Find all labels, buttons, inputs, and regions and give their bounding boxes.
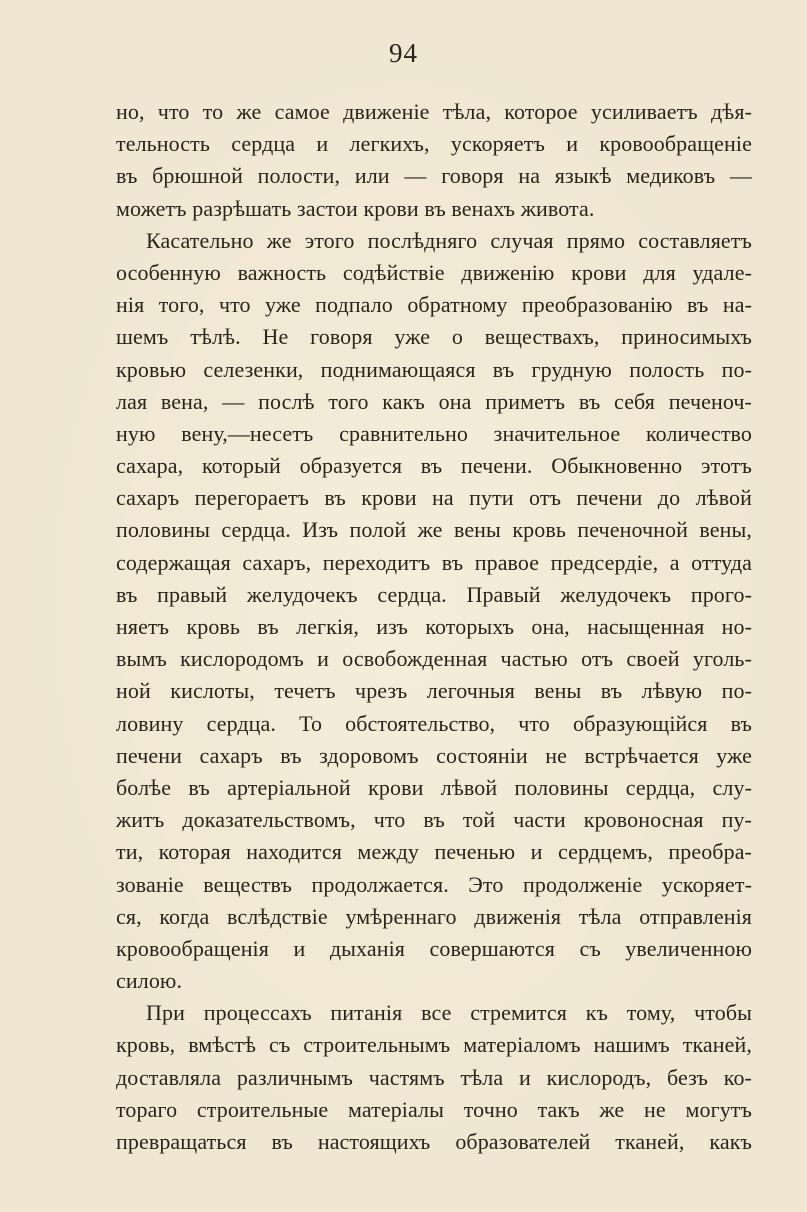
text-line: житъ доказательствомъ, что въ той части кровоносная пу- <box>116 807 752 833</box>
text-line: особенную важность содѣйствіе движенію крови для удале- <box>116 259 752 285</box>
text-line: сахаръ перегораетъ въ крови на пути отъ печени до лѣвой <box>116 485 752 511</box>
text-line: кровью селезенки, поднимающаяся въ грудную полость по- <box>116 356 752 382</box>
text-line: тельность сердца и легкихъ, ускоряетъ и кровообращеніе <box>116 131 752 157</box>
text-line: превращаться въ настоящихъ образователей тканей, какъ <box>116 1129 752 1154</box>
text-line: кровообращенія и дыханія совершаются съ увеличенною <box>116 935 752 961</box>
body-text <box>116 96 752 1158</box>
text-line: ной кислоты, течетъ чрезъ легочныя вены въ лѣвую по- <box>116 678 752 704</box>
text-line: зованіе веществъ продолжается. Это продолженіе ускоряет- <box>116 871 752 897</box>
text-line: болѣе въ артеріальной крови лѣвой половины сердца, слу- <box>116 774 752 800</box>
text-line: можетъ разрѣшать застои крови въ венахъ живота. <box>116 195 595 221</box>
text-line: тораго строительные матеріалы точно такъ же не могутъ <box>116 1096 752 1122</box>
text-line: половины сердца. Изъ полой же вены кровь печеночной вены, <box>116 517 752 543</box>
text-line: силою. <box>116 968 183 994</box>
text-line: въ правый желудочекъ сердца. Правый желудочекъ прого- <box>116 581 752 607</box>
text-line: кровь, вмѣстѣ съ строительнымъ матеріаломъ нашимъ тканей, <box>116 1032 752 1058</box>
text-line: но, что то же самое движеніе тѣла, которое усиливаетъ дѣя- <box>116 99 752 124</box>
text-line: вымъ кислородомъ и освобожденная частью отъ своей уголь- <box>116 646 752 672</box>
text-line: сахара, который образуется въ печени. Обыкновенно этотъ <box>116 453 752 479</box>
text-line: содержащая сахаръ, переходитъ въ правое предсердіе, а оттуда <box>116 549 752 575</box>
text-line: печени сахаръ въ здоровомъ состояніи не встрѣчается уже <box>116 742 752 768</box>
text-line: ти, которая находится между печенью и сердцемъ, преобра- <box>116 839 752 865</box>
text-line: въ брюшной полости, или — говоря на языкѣ медиковъ — <box>116 163 752 189</box>
text-line: ловину сердца. То обстоятельство, что образующійся въ <box>116 710 752 736</box>
text-line: Касательно же этого послѣдняго случая прямо составляетъ <box>146 227 752 253</box>
text-line: ся, когда вслѣдствіе умѣреннаго движенія тѣла отправленія <box>116 903 752 929</box>
text-line: ную вену,—несетъ сравнительно значительное количество <box>116 420 752 446</box>
text-line: лая вена, — послѣ того какъ она приметъ въ себя печеноч- <box>116 388 752 414</box>
text-line: нія того, что уже подпало обратному преобразованію въ на- <box>116 292 752 318</box>
text-line: няетъ кровь въ легкія, изъ которыхъ она, насыщенная но- <box>116 614 752 639</box>
text-line: доставляла различнымъ частямъ тѣла и кислородъ, безъ ко- <box>116 1064 752 1090</box>
text-line: При процессахъ питанія все стремится къ тому, чтобы <box>146 1000 752 1026</box>
text-line: шемъ тѣлѣ. Не говоря уже о веществахъ, приносимыхъ <box>116 324 752 350</box>
page-number: 94 <box>389 38 418 68</box>
